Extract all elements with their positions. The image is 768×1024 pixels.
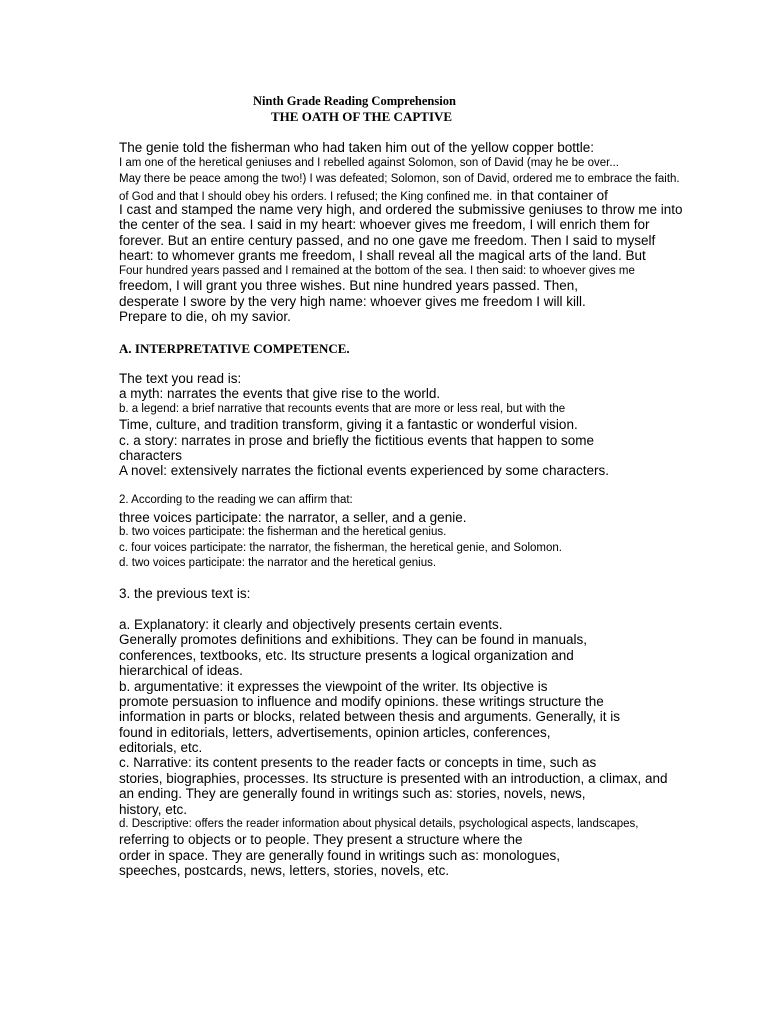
option-line: Generally promotes definitions and exhibitions. They can be found in manuals, <box>119 632 588 647</box>
option-line: b. two voices participate: the fisherman and the heretical genius. <box>119 526 447 538</box>
subtitle: Ninth Grade Reading Comprehension <box>253 94 456 108</box>
option-line: order in space. They are generally found in writings such as: monologues, <box>119 848 560 863</box>
option-line: three voices participate: the narrator, a seller, and a genie. <box>119 510 467 525</box>
passage-line: May there be peace among the two!) I was defeated; Solomon, son of David, ordered me to embrace the faith. <box>119 173 680 185</box>
option-line: c. four voices participate: the narrator, the fisherman, the heretical genie, and Solomon. <box>119 542 562 554</box>
question-stem: The text you read is: <box>119 371 242 386</box>
question-stem: 2. According to the reading we can affirm that: <box>119 494 353 506</box>
passage-line: The genie told the fisherman who had taken him out of the yellow copper bottle: <box>119 140 595 155</box>
passage-line: heart: to whomever grants me freedom, I shall reveal all the magical arts of the land. But <box>119 248 646 263</box>
option-line: promote persuasion to influence and modify opinions. these writings structure the <box>119 694 604 709</box>
option-line: stories, biographies, processes. Its structure is presented with an introduction, a climax, and <box>119 771 668 786</box>
option-line: c. a story: narrates in prose and briefly the fictitious events that happen to some <box>119 433 595 448</box>
question-stem: 3. the previous text is: <box>119 586 251 601</box>
option-line: found in editorials, letters, advertisements, opinion articles, conferences, <box>119 725 551 740</box>
option-line: hierarchical of ideas. <box>119 663 243 678</box>
option-line: a. Explanatory: it clearly and objectively presents certain events. <box>119 617 503 632</box>
passage-line: Four hundred years passed and I remained at the bottom of the sea. I then said: to whoever gives me <box>119 265 635 277</box>
passage-line: the center of the sea. I said in my heart: whoever gives me freedom, I will enrich them for <box>119 217 650 232</box>
passage-line: forever. But an entire century passed, and no one gave me freedom. Then I said to myself <box>119 233 656 248</box>
option-line: information in parts or blocks, related between thesis and arguments. Generally, it is <box>119 709 620 724</box>
option-line: d. Descriptive: offers the reader information about physical details, psychological aspects, landscapes, <box>119 818 639 830</box>
passage-line: desperate I swore by the very high name: whoever gives me freedom I will kill. <box>119 294 586 309</box>
option-line: d. two voices participate: the narrator and the heretical genius. <box>119 557 437 569</box>
option-line: speeches, postcards, news, letters, stories, novels, etc. <box>119 863 450 878</box>
passage-line: Prepare to die, oh my savior. <box>119 309 291 324</box>
section-heading: A. INTERPRETATIVE COMPETENCE. <box>119 341 350 356</box>
option-line: history, etc. <box>119 802 188 817</box>
option-line: conferences, textbooks, etc. Its structure presents a logical organization and <box>119 648 574 663</box>
option-line: Time, culture, and tradition transform, giving it a fantastic or wonderful vision. <box>119 417 578 432</box>
option-line: A novel: extensively narrates the fictional events experienced by some characters. <box>119 463 610 478</box>
option-line: b. a legend: a brief narrative that recounts events that are more or less real, but with the <box>119 403 566 415</box>
passage-line: of God and that I should obey his orders. I refused; the King confined me. in that container of <box>119 188 608 203</box>
passage-line: I cast and stamped the name very high, and ordered the submissive geniuses to throw me into <box>119 202 683 217</box>
passage-line: freedom, I will grant you three wishes. But nine hundred years passed. Then, <box>119 278 579 293</box>
option-line: referring to objects or to people. They present a structure where the <box>119 832 523 847</box>
option-line: characters <box>119 448 183 463</box>
option-line: editorials, etc. <box>119 740 203 755</box>
page-title: THE OATH OF THE CAPTIVE <box>271 109 453 124</box>
option-line: b. argumentative: it expresses the viewpoint of the writer. Its objective is <box>119 679 548 694</box>
option-line: a myth: narrates the events that give rise to the world. <box>119 386 441 401</box>
option-line: c. Narrative: its content presents to the reader facts or concepts in time, such as <box>119 755 597 770</box>
passage-line: I am one of the heretical geniuses and I rebelled against Solomon, son of David (may he be over... <box>119 157 619 169</box>
option-line: an ending. They are generally found in writings such as: stories, novels, news, <box>119 786 586 801</box>
